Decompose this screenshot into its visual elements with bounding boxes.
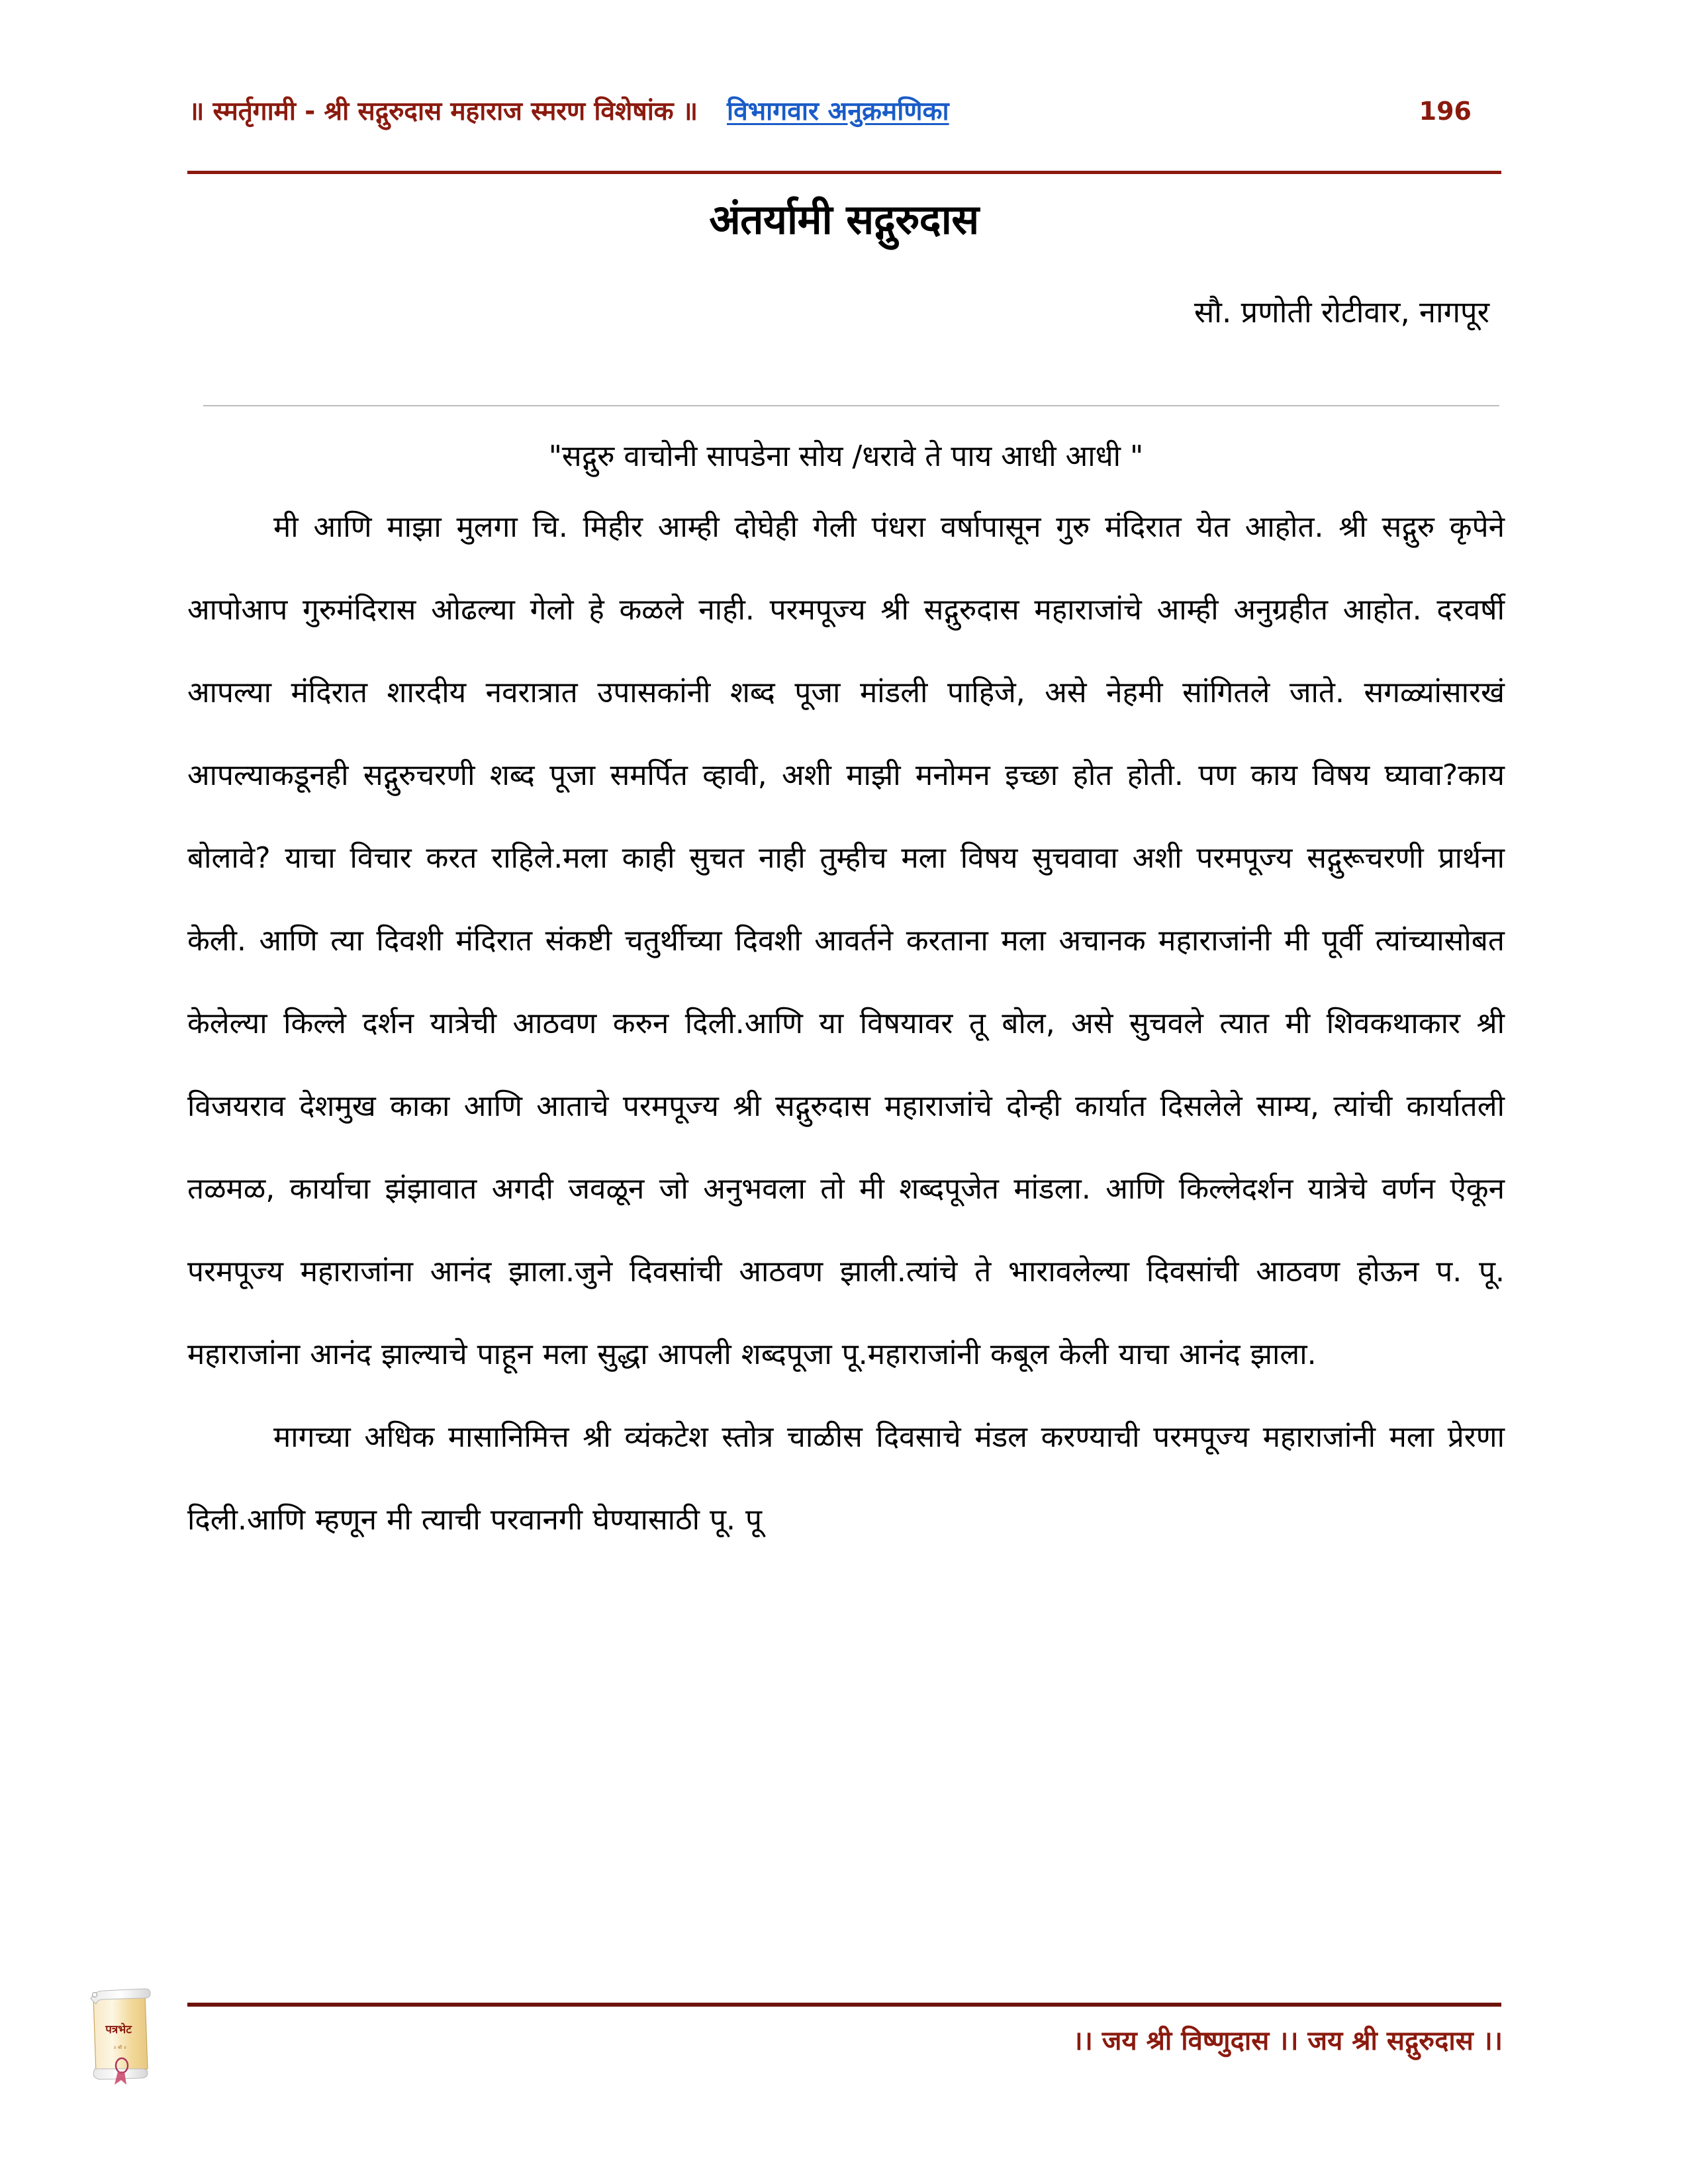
footer-invocation: ।। जय श्री विष्णुदास ।। जय श्री सद्गुरुदास ।। bbox=[1072, 2026, 1503, 2056]
patrabhet-scroll-logo bbox=[84, 1985, 156, 2085]
scroll-logo-label: पत्रभेट bbox=[105, 2023, 132, 2036]
header-divider bbox=[187, 171, 1501, 174]
page-header bbox=[189, 93, 1506, 134]
scroll-icon bbox=[84, 1985, 156, 2085]
page-number: 196 bbox=[1419, 97, 1472, 126]
body-paragraph-2: मागच्या अधिक मासानिमित्त श्री व्यंकटेश स्तोत्र चाळीस दिवसाचे मंडल करण्याची परमपूज्य महाराजांनी मला प्रेरणा दिली.आणि म्हणून मी त्याची परवानगी घेण्यासाठी पू. पू bbox=[187, 1420, 1505, 1537]
section-index-link[interactable]: विभागवार अनुक्रमणिका bbox=[726, 97, 949, 126]
article-title: अंतर्यामी सद्गुरुदास bbox=[709, 195, 979, 244]
epigraph-quote: "सद्गुरु वाचोनी सापडेना सोय /धरावे ते पाय आधी आधी " bbox=[548, 439, 1144, 473]
scroll-logo-subtitle: ॥ श्री ॥ bbox=[113, 2045, 126, 2050]
header-publication-title: ॥ स्मर्तृगामी - श्री सद्गुरुदास महाराज स्मरण विशेषांक ॥ bbox=[189, 97, 698, 126]
article-body bbox=[187, 439, 1505, 1561]
footer-divider bbox=[187, 2003, 1501, 2007]
body-paragraph-1: मी आणि माझा मुलगा चि. मिहीर आम्ही दोघेही गेली पंधरा वर्षापासून गुरु मंदिरात येत आहोत. श्री सद्गुरु कृपेने आपोआप गुरुमंदिरास ओढल्या गेलो हे कळले नाही. परमपूज्य श्री सद्गुरुदास महाराजांचे आम्ही अनुग्रहीत आहोत. दरवर्षी आपल्या मंदिरात शारदीय नवरात्रात उपासकांनी शब्द पूजा मांडली पाहिजे, असे नेहमी सांगितले जाते. सगळ्यांसारखं आपल्याकडूनही सद्गुरुचरणी शब्द पूजा समर्पित व्हावी, अशी माझी मनोमन इच्छा होत होती. पण काय विषय घ्यावा?काय बोलावे? याचा विचार करत राहिले.मला काही सुचत नाही तुम्हीच मला विषय सुचवावा अशी परमपूज्य सद्गुरूचरणी प्रार्थना केली. आणि त्या दिवशी मंदिरात संकष्टी चतुर्थीच्या दिवशी आवर्तने करताना मला अचानक महाराजांनी मी पूर्वी त्यांच्यासोबत केलेल्या किल्ले दर्शन यात्रेची आठवण करुन दिली.आणि या विषयावर तू बोल, असे सुचवले त्यात मी शिवकथाकार श्री विजयराव देशमुख काका आणि आताचे परमपूज्य श्री सद्गुरुदास महाराजांचे दोन्ही कार्यात दिसलेले साम्य, त्यांची कार्यातली तळमळ, कार्याचा झंझावात अगदी जवळून जो अनुभवला तो मी शब्दपूजेत मांडला. आणि किल्लेदर्शन यात्रेचे वर्णन ऐकून परमपूज्य महाराजांना आनंद झाला.जुने दिवसांची आठवण झाली.त्यांचे ते भारावलेल्या दिवसांची आठवण होऊन प. पू. महाराजांना आनंद झाल्याचे पाहून मला सुद्धा आपली शब्दपूजा पू.महाराजांनी कबूल केली याचा आनंद झाला. bbox=[187, 510, 1505, 1371]
article-author: सौ. प्रणोती रोटीवार, नागपूर bbox=[1194, 295, 1489, 330]
author-divider bbox=[203, 405, 1499, 406]
